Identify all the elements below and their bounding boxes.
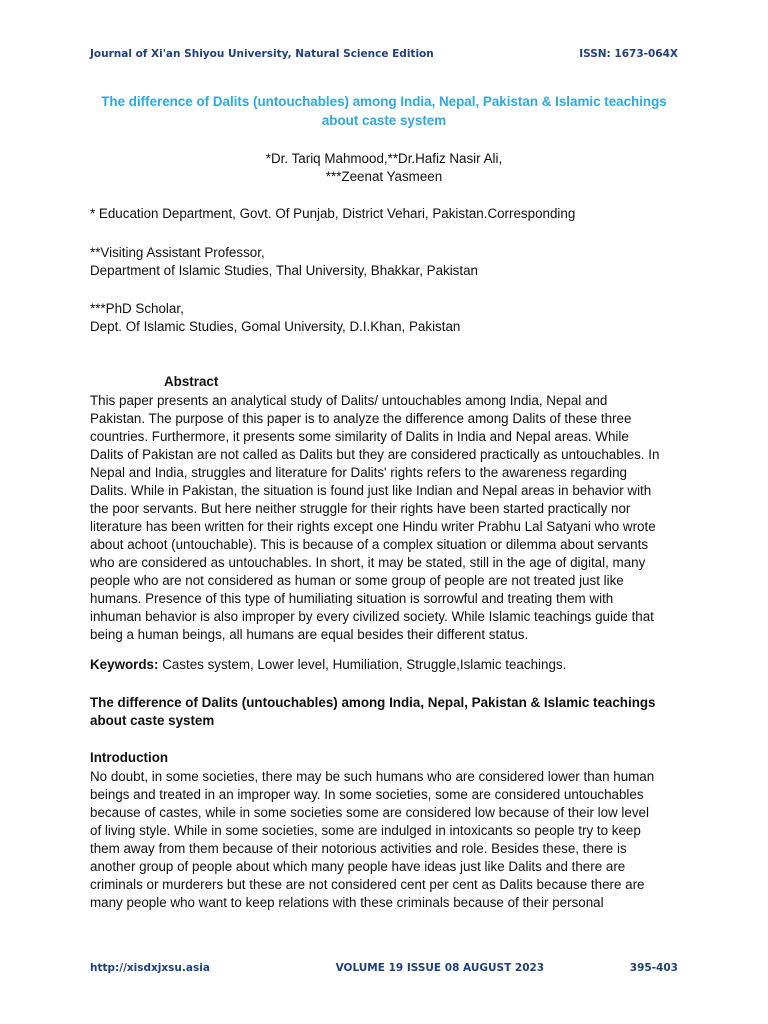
- section-title-line-1: The difference of Dalits (untouchables) among India, Nepal, Pakistan & Islamic teachings: [90, 695, 656, 710]
- abstract-line: humans. Presence of this type of humiliating situation is sorrowful and treating them with: [90, 591, 614, 606]
- authors-line-2: ***Zeenat Yasmeen: [325, 169, 443, 184]
- introduction-line: beings and treated in an improper way. In some societies, some are considered untouchables: [90, 787, 644, 802]
- affiliation-1-line-1: * Education Department, Govt. Of Punjab, District Vehari, Pakistan.Corresponding: [90, 206, 576, 221]
- affiliation-1: [90, 205, 690, 223]
- journal-name: Journal of Xi'an Shiyou University, Natural Science Edition: [90, 48, 434, 60]
- section-title-line-2: about caste system: [90, 713, 215, 728]
- keywords-label: Keywords:: [90, 657, 159, 672]
- journal-url: http://xisdxjxsu.asia: [90, 962, 210, 974]
- abstract-line: inhuman behavior is also improper by every civilized society. While Islamic teachings guide that: [90, 609, 654, 624]
- abstract-line: Nepal and India, struggles and literature for Dalits' rights refers to the awareness regarding: [90, 465, 627, 480]
- author-list: [90, 150, 678, 186]
- introduction-line: many people who want to keep relations with these criminals because of their personal: [90, 895, 604, 910]
- abstract-line: who are considered as untouchables. In short, it may be stated, still in the age of digital, many: [90, 555, 646, 570]
- abstract-body: [90, 392, 690, 644]
- abstract-heading: Abstract: [164, 374, 219, 389]
- running-footer: [90, 962, 678, 974]
- affiliation-2-line-1: **Visiting Assistant Professor,: [90, 245, 265, 260]
- affiliation-2-line-2: Department of Islamic Studies, Thal University, Bhakkar, Pakistan: [90, 263, 478, 278]
- keywords-text: Castes system, Lower level, Humiliation, Struggle,Islamic teachings.: [158, 657, 567, 672]
- section-title: [90, 694, 690, 730]
- abstract-line: being a human beings, all humans are equal besides their different status.: [90, 627, 529, 642]
- paper-title: [70, 92, 698, 130]
- affiliation-2: [90, 244, 690, 280]
- page-range: 395-403: [629, 962, 678, 974]
- abstract-line: the poor servants. But here neither struggle for their rights have been started practically nor: [90, 501, 631, 516]
- paper-title-line-1: The difference of Dalits (untouchables) among India, Nepal, Pakistan & Islamic teachings: [101, 94, 667, 109]
- abstract-line: literature has been written for their rights except one Hindu writer Prabhu Lal Satyani who wrote: [90, 519, 656, 534]
- introduction-line: them away from them because of their notorious activities and role. Besides these, there is: [90, 841, 627, 856]
- authors-line-1: *Dr. Tariq Mahmood,**Dr.Hafiz Nasir Ali,: [265, 151, 503, 166]
- abstract-line: people who are not considered as human or some group of people are not treated just like: [90, 573, 624, 588]
- running-header: [90, 48, 678, 60]
- introduction-line: of living style. While in some societies, some are indulged in intoxicants so people try to keep: [90, 823, 641, 838]
- abstract-line: This paper presents an analytical study of Dalits/ untouchables among India, Nepal and: [90, 393, 608, 408]
- introduction-line: No doubt, in some societies, there may be such humans who are considered lower than human: [90, 769, 655, 784]
- introduction-line: another group of people about which many people have ideas just like Dalits and there are: [90, 859, 626, 874]
- issn: ISSN: 1673-064X: [579, 48, 678, 60]
- introduction-body: [90, 768, 690, 912]
- introduction-line: because of castes, while in some societies some are considered low because of their low level: [90, 805, 649, 820]
- affiliation-3-line-2: Dept. Of Islamic Studies, Gomal University, D.I.Khan, Pakistan: [90, 319, 461, 334]
- abstract-line: Dalits of Pakistan are not called as Dalits but they are considered practically as untouchables. In: [90, 447, 660, 462]
- introduction-heading: Introduction: [90, 750, 169, 765]
- affiliation-3-line-1: ***PhD Scholar,: [90, 301, 184, 316]
- affiliation-3: [90, 300, 690, 336]
- abstract-line: about achoot (untouchable). This is because of a complex situation or dilemma about servants: [90, 537, 649, 552]
- paper-title-line-2: about caste system: [321, 113, 447, 128]
- volume-issue: VOLUME 19 ISSUE 08 AUGUST 2023: [335, 962, 545, 974]
- keywords: [90, 656, 690, 674]
- abstract-line: countries. Furthermore, it presents some similarity of Dalits in India and Nepal areas. While: [90, 429, 629, 444]
- introduction-line: criminals or murderers but these are not considered cent per cent as Dalits because there are: [90, 877, 645, 892]
- abstract-line: Dalits. While in Pakistan, the situation is found just like Indian and Nepal areas in behavior with: [90, 483, 652, 498]
- abstract-line: Pakistan. The purpose of this paper is to analyze the difference among Dalits of these three: [90, 411, 632, 426]
